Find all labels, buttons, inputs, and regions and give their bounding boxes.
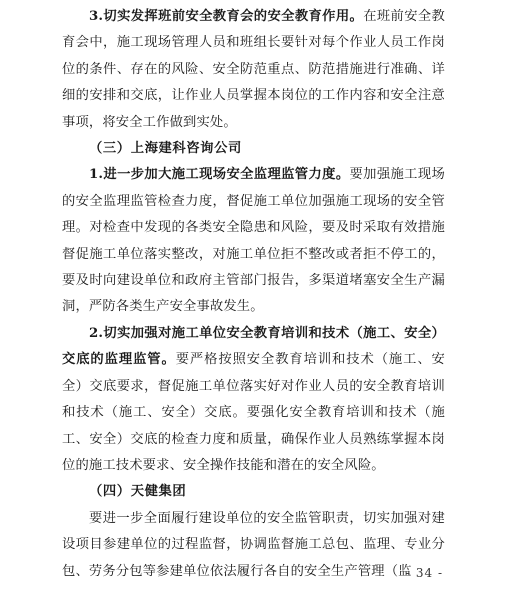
paragraph-body: 要严格按照安全教育培训和技术（施工、安全）交底要求，督促施工单位落实好对作业人员的安全教育培训和技术（施工、安全）交底。要强化安全教育培训和技术（施工、安全）交底的检查力度和质量，确保作业人员熟练掌握本岗位的施工技术要求、安全操作技能和潜在的安全风险。: [62, 352, 446, 473]
paragraph-body: 要加强施工现场的安全监理监管检查力度，督促施工单位加强施工现场的安全管理。对检查中发现的各类安全隐患和风险，要及时采取有效措施督促施工单位落实整改，对施工单位拒不整改或者拒不停工的，要及时向建设单位和政府主管部门报告，多渠道堵塞安全生产漏洞，严防各类生产安全事故发生。: [62, 167, 445, 315]
paragraph-site-supervision: [62, 162, 445, 320]
paragraph-training-supervision: [62, 321, 445, 479]
paragraph-construction-unit: [62, 506, 445, 585]
page-number: - 34 -: [405, 566, 443, 580]
paragraph-lead: 2.切实加强对施工单位安全教育培训和技术（施工、安全）交底的监理监管。: [62, 325, 445, 368]
paragraph-class-meeting: [62, 4, 445, 136]
paragraph-body: 在班前安全教育会中，施工现场管理人员和班组长要针对每个作业人员工作岗位的条件、存在的风险、安全防范重点、防范措施进行准确、详细的安排和交底，让作业人员掌握本岗位的工作内容和安全注意事项，将安全工作做到实处。: [62, 9, 445, 130]
paragraph-lead: 1.进一步加大施工现场安全监理监管力度。: [89, 167, 350, 183]
section-heading-shanghai-jianke: （三）上海建科咨询公司: [89, 141, 242, 157]
document-page: [62, 4, 445, 585]
section-heading-tianjian-group: （四）天健集团: [89, 484, 187, 500]
paragraph-body: 要进一步全面履行建设单位的安全监管职责，切实加强对建设项目参建单位的过程监督，协调监督施工总包、监理、专业分包、劳务分包等参建单位依法履行各自的安全生产管理（监: [62, 510, 445, 579]
paragraph-lead: 3.切实发挥班前安全教育会的安全教育作用。: [89, 9, 364, 24]
